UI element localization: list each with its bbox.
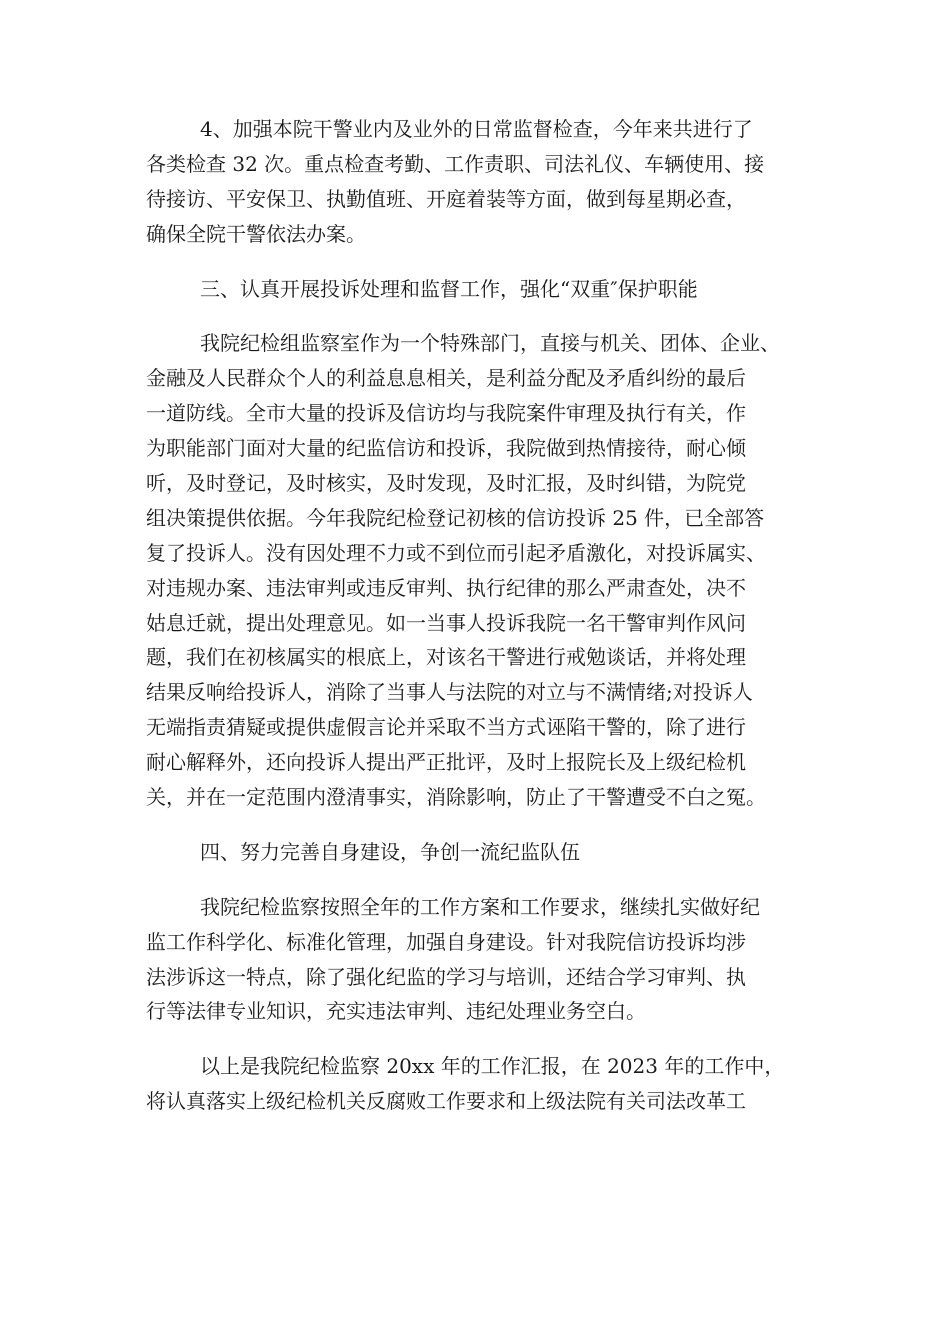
paragraph-complaints <box>146 326 814 814</box>
text-line: 我院纪检组监察室作为一个特殊部门，直接与机关、团体、企业、 <box>200 331 780 356</box>
document-body <box>146 112 814 1139</box>
text-line: 行等法律专业知识，充实违法审判、违纪处理业务空白。 <box>146 999 646 1024</box>
text-line: 监工作科学化、标准化管理，加强自身建设。针对我院信访投诉均涉 <box>146 929 746 954</box>
paragraph-summary <box>146 1049 814 1119</box>
text-line: 姑息迁就，提出处理意见。如一当事人投诉我院一名干警审判作风问 <box>146 610 746 635</box>
heading-text: 四、努力完善自身建设，争创一流纪监队伍 <box>200 839 580 864</box>
text-line: 以上是我院纪检监察 20xx 年的工作汇报，在 2023 年的工作中， <box>200 1054 785 1079</box>
text-line: 我院纪检监察按照全年的工作方案和工作要求，继续扎实做好纪 <box>200 894 760 919</box>
text-line: 一道防线。全市大量的投诉及信访均与我院案件审理及执行有关，作 <box>146 401 746 426</box>
text-line: 将认真落实上级纪检机关反腐败工作要求和上级法院有关司法改革工 <box>146 1089 746 1114</box>
text-line: 4、加强本院干警业内及业外的日常监督检查，今年来共进行了 <box>200 117 753 141</box>
text-line: 结果反响给投诉人，消除了当事人与法院的对立与不满情绪;对投诉人 <box>146 680 753 705</box>
text-line: 听，及时登记，及时核实，及时发现，及时汇报，及时纠错，为院党 <box>146 471 746 496</box>
paragraph-self-construction <box>146 890 814 1030</box>
text-line: 对违规办案、违法审判或违反审判、执行纪律的那么严肃查处，决不 <box>146 575 746 600</box>
text-line: 待接访、平安保卫、执勤值班、开庭着装等方面，做到每星期必查， <box>146 186 746 211</box>
text-line: 关，并在一定范围内澄清事实，消除影响，防止了干警遭受不白之冤。 <box>146 785 766 810</box>
text-line: 金融及人民群众个人的利益息息相关，是利益分配及矛盾纠纷的最后 <box>146 366 746 391</box>
text-line: 组决策提供依据。今年我院纪检登记初核的信访投诉 25 件，已全部答 <box>146 505 765 530</box>
heading-text: 三、认真开展投诉处理和监督工作，强化“双重″保护职能 <box>200 276 698 301</box>
section-heading-3 <box>146 272 814 307</box>
text-line: 各类检查 32 次。重点检查考勤、工作责职、司法礼仪、车辆使用、接 <box>146 151 765 176</box>
text-line: 为职能部门面对大量的纪监信访和投诉，我院做到热情接待，耐心倾 <box>146 436 746 461</box>
text-line: 确保全院干警依法办案。 <box>146 221 366 246</box>
section-heading-4 <box>146 835 814 870</box>
text-line: 复了投诉人。没有因处理不力或不到位而引起矛盾激化，对投诉属实、 <box>146 540 766 565</box>
text-line: 耐心解释外，还向投诉人提出严正批评，及时上报院长及上级纪检机 <box>146 750 746 775</box>
text-line: 无端指责猜疑或提供虚假言论并采取不当方式诬陷干警的，除了进行 <box>146 715 746 740</box>
paragraph-inspection <box>146 112 814 252</box>
text-line: 法涉诉这一特点，除了强化纪监的学习与培训，还结合学习审判、执 <box>146 964 746 989</box>
text-line: 题，我们在初核属实的根底上，对该名干警进行戒勉谈话，并将处理 <box>146 645 746 670</box>
